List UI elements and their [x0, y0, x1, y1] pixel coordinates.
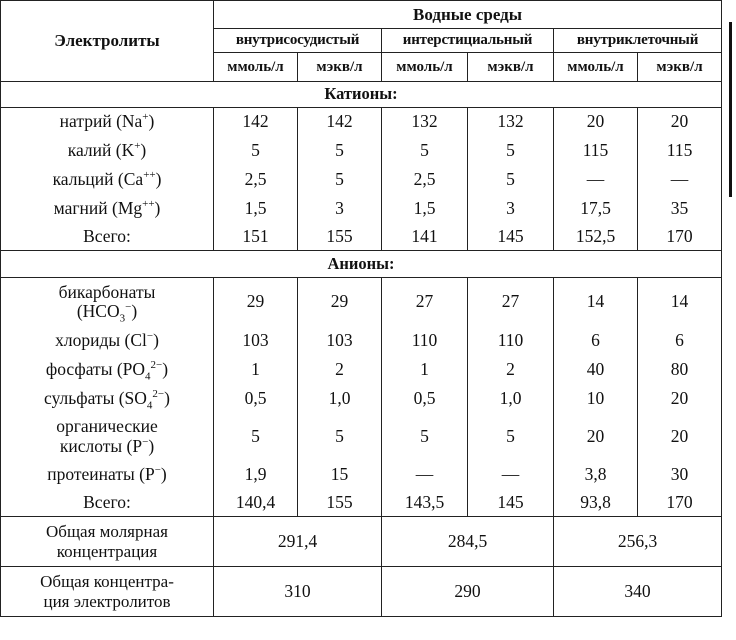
table-cell: 2	[468, 356, 554, 385]
table-cell: 27	[382, 278, 468, 327]
table-cell: 80	[638, 356, 722, 385]
table-cell: 145	[468, 224, 554, 251]
table-cell: 20	[638, 108, 722, 137]
unit-header: мэкв/л	[298, 53, 382, 82]
table-cell: 142	[214, 108, 298, 137]
table-cell: 143,5	[382, 490, 468, 517]
group-intracellular: внутриклеточный	[554, 29, 722, 53]
table-cell: 145	[468, 490, 554, 517]
table-cell: 5	[382, 414, 468, 460]
table-cell: 115	[638, 137, 722, 166]
table-cell: 140,4	[214, 490, 298, 517]
table-cell: 132	[382, 108, 468, 137]
table-cell: 1,0	[298, 385, 382, 414]
table-cell: 93,8	[554, 490, 638, 517]
table-cell: 3	[468, 195, 554, 224]
table-cell: 5	[298, 166, 382, 195]
cation-name-magnesium: магний (Mg++)	[1, 195, 214, 224]
group-intravascular: внутрисосудистый	[214, 29, 382, 53]
summary-molar-concentration-label: Общая молярная концентрация	[1, 517, 214, 567]
header-water-media: Водные среды	[214, 1, 722, 29]
table-cell: 152,5	[554, 224, 638, 251]
table-cell: 110	[382, 327, 468, 356]
table-cell: 5	[298, 137, 382, 166]
summary-cell: 284,5	[382, 517, 554, 567]
table-cell: 29	[214, 278, 298, 327]
table-cell: 155	[298, 224, 382, 251]
anion-name-proteinates: протеинаты (P−)	[1, 460, 214, 490]
table-cell: 1	[382, 356, 468, 385]
unit-header: ммоль/л	[382, 53, 468, 82]
table-cell: 3,8	[554, 460, 638, 490]
section-cations-title: Катионы:	[1, 82, 722, 108]
table-cell: 1,9	[214, 460, 298, 490]
table-cell: —	[382, 460, 468, 490]
table-cell: 115	[554, 137, 638, 166]
unit-header: мэкв/л	[638, 53, 722, 82]
summary-cell: 290	[382, 567, 554, 617]
table-cell: 1,5	[214, 195, 298, 224]
table-cell: 1	[214, 356, 298, 385]
table-cell: 5	[468, 137, 554, 166]
table-cell: —	[638, 166, 722, 195]
table-cell: 5	[468, 166, 554, 195]
cation-name-potassium: калий (K+)	[1, 137, 214, 166]
anion-name-organic-acids: органические кислоты (P−)	[1, 414, 214, 460]
table-cell: 5	[298, 414, 382, 460]
anion-name-chlorides: хлориды (Cl−)	[1, 327, 214, 356]
table-cell: 110	[468, 327, 554, 356]
summary-cell: 256,3	[554, 517, 722, 567]
table-cell: 2,5	[214, 166, 298, 195]
table-cell: 20	[638, 385, 722, 414]
table-cell: 10	[554, 385, 638, 414]
anion-name-bicarbonates: бикарбонаты $(HCO_3^-)$	[1, 278, 214, 327]
table-cell: —	[468, 460, 554, 490]
anion-name-sulfates: сульфаты $(SO_4^{2-})$	[1, 385, 214, 414]
summary-electrolyte-concentration-label: Общая концентра- ция электролитов	[1, 567, 214, 617]
table-cell: 15	[298, 460, 382, 490]
table-cell: 170	[638, 224, 722, 251]
unit-header: мэкв/л	[468, 53, 554, 82]
unit-header: ммоль/л	[214, 53, 298, 82]
table-cell: —	[554, 166, 638, 195]
table-cell: 141	[382, 224, 468, 251]
cation-name-calcium: кальций (Ca++)	[1, 166, 214, 195]
scan-edge-line	[729, 22, 732, 197]
cation-name-sodium: натрий (Na+)	[1, 108, 214, 137]
summary-cell: 340	[554, 567, 722, 617]
table-cell: 5	[468, 414, 554, 460]
table-cell: 14	[638, 278, 722, 327]
table-cell: 14	[554, 278, 638, 327]
summary-cell: 291,4	[214, 517, 382, 567]
anions-total-label: Всего:	[1, 490, 214, 517]
table-cell: 27	[468, 278, 554, 327]
table-cell: 0,5	[382, 385, 468, 414]
table-cell: 142	[298, 108, 382, 137]
table-cell: 170	[638, 490, 722, 517]
table-cell: 2,5	[382, 166, 468, 195]
table-cell: 155	[298, 490, 382, 517]
table-cell: 17,5	[554, 195, 638, 224]
unit-header: ммоль/л	[554, 53, 638, 82]
table-cell: 2	[298, 356, 382, 385]
table-cell: 151	[214, 224, 298, 251]
table-cell: 6	[554, 327, 638, 356]
table-cell: 103	[298, 327, 382, 356]
table-cell: 5	[214, 137, 298, 166]
table-cell: 20	[554, 108, 638, 137]
table-cell: 1,0	[468, 385, 554, 414]
table-cell: 6	[638, 327, 722, 356]
table-cell: 29	[298, 278, 382, 327]
table-cell: 0,5	[214, 385, 298, 414]
table-cell: 3	[298, 195, 382, 224]
table-cell: 5	[382, 137, 468, 166]
summary-cell: 310	[214, 567, 382, 617]
section-anions-title: Анионы:	[1, 251, 722, 278]
table-cell: 5	[214, 414, 298, 460]
table-cell: 40	[554, 356, 638, 385]
table-cell: 20	[638, 414, 722, 460]
table-cell: 30	[638, 460, 722, 490]
table-cell: 35	[638, 195, 722, 224]
table-cell: 103	[214, 327, 298, 356]
anion-name-phosphates: фосфаты $(PO_4^{2-})$	[1, 356, 214, 385]
table-cell: 1,5	[382, 195, 468, 224]
table-cell: 20	[554, 414, 638, 460]
group-interstitial: интерстициальный	[382, 29, 554, 53]
cations-total-label: Всего:	[1, 224, 214, 251]
header-electrolytes: Электролиты	[1, 1, 214, 82]
table-cell: 132	[468, 108, 554, 137]
